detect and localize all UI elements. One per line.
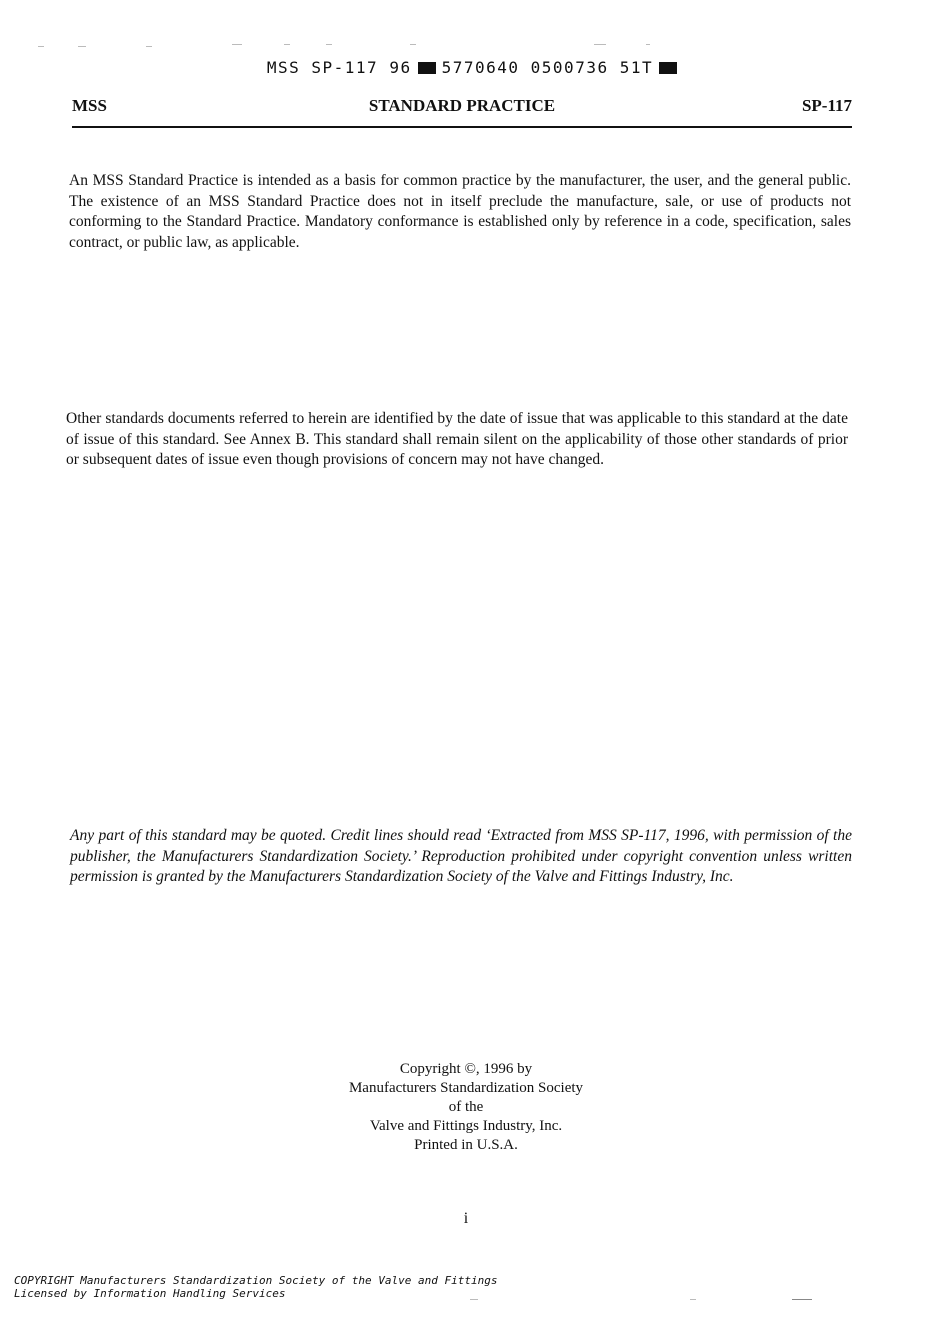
header-title: STANDARD PRACTICE: [368, 96, 556, 115]
footer-line: COPYRIGHT Manufacturers Standardization Society of the Valve and Fittings: [14, 1274, 498, 1287]
copyright-line: of the: [448, 1099, 484, 1115]
copyright-line: Copyright ©, 1996 by: [399, 1061, 533, 1077]
copyright-line: Valve and Fittings Industry, Inc.: [369, 1118, 563, 1134]
footer-line: Licensed by Information Handling Services: [14, 1287, 286, 1300]
scan-code-part2: 5770640 0500736 51T: [441, 58, 654, 77]
license-footer: [14, 1274, 497, 1300]
redaction-block: [418, 62, 436, 74]
document-scan-code: [0, 58, 950, 77]
intro-paragraph: An MSS Standard Practice is intended as a basis for common practice by the manufacturer, the user, and the general public. The existence of an MSS Standard Practice does not in itself preclude the manufacture, sale, or use of products not conforming to the Standard Practice. Mandatory conformance is established only by reference in a code, specification, sales contract, or public law, as applicable.: [69, 172, 851, 251]
page-number: i: [463, 1210, 469, 1227]
header-org: MSS: [72, 96, 107, 115]
redaction-block: [659, 62, 677, 74]
scan-code-part1: MSS SP-117 96: [266, 58, 412, 77]
header-doc-id: SP-117: [801, 96, 852, 115]
other-standards-paragraph: Other standards documents referred to herein are identified by the date of issue that was applicable to this standard at the date of issue of this standard. See Annex B. This standard shall remain silent on the applicability of those other standards of prior or subsequent dates of issue even though provisions of concern may not have changed.: [66, 410, 848, 468]
page-header: [72, 96, 852, 120]
copyright-block: [0, 1060, 932, 1155]
copyright-line: Manufacturers Standardization Society: [348, 1080, 584, 1096]
quote-notice-paragraph: Any part of this standard may be quoted. Credit lines should read ‘Extracted from MSS SP-117, 1996, with permission of the publisher, the Manufacturers Standardization Society.’ Reproduction prohibited under copyright convention unless written permission is granted by the Manufacturers Standardization Society of the Valve and Fittings Industry, Inc.: [70, 827, 852, 885]
copyright-line: Printed in U.S.A.: [414, 1137, 518, 1153]
header-rule: [72, 126, 852, 128]
